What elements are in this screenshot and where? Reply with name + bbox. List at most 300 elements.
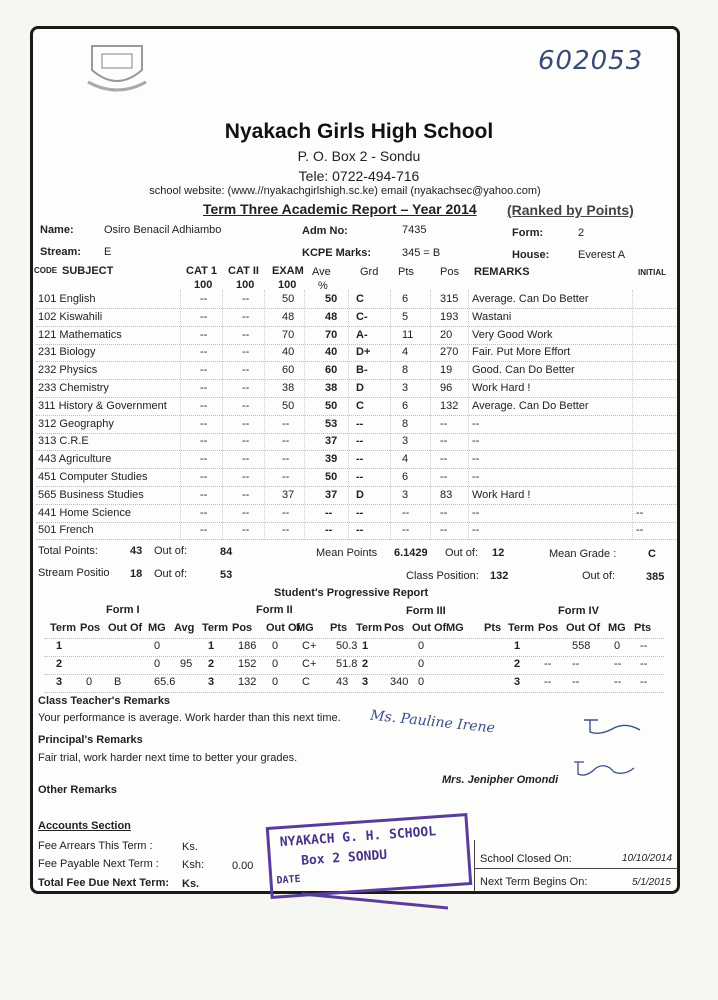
school-name: Nyakach Girls High School <box>224 120 494 143</box>
progress-cell: 2 <box>362 658 369 670</box>
progress-cell: 186 <box>238 640 257 652</box>
progress-cell: 0 <box>418 658 425 670</box>
cell-subject: 121 Mathematics <box>38 328 122 341</box>
progress-cell: 1 <box>56 640 63 652</box>
cell-ave: 39 <box>325 453 338 466</box>
cell-subject: 232 Physics <box>38 364 98 377</box>
row-divider <box>36 539 676 540</box>
school-phone: Tele: 0722-494-716 <box>298 168 420 184</box>
cell-ave: -- <box>325 524 333 537</box>
cell-exam: 50 <box>282 293 295 305</box>
col-cat1: CAT 1 <box>186 265 217 277</box>
progress-col-header: Pts <box>634 622 652 634</box>
column-divider <box>468 290 469 540</box>
cell-grd: -- <box>356 506 364 519</box>
progress-col-header: Pos <box>538 622 559 634</box>
row-divider <box>36 308 676 309</box>
cell-remarks: Very Good Work <box>472 328 553 341</box>
stream-value: E <box>104 246 112 258</box>
progress-cell: -- <box>544 658 552 670</box>
cell-grd: -- <box>356 417 364 430</box>
cell-subject: 231 Biology <box>38 346 96 359</box>
col-subject: SUBJECT <box>62 265 114 277</box>
row-divider <box>36 468 676 469</box>
column-divider <box>264 290 265 540</box>
cell-initial: -- <box>636 506 644 519</box>
progress-cell: -- <box>614 658 622 670</box>
progress-cell: 0 <box>272 676 279 688</box>
cell-pos: 270 <box>440 346 459 359</box>
progress-cell: 0 <box>154 640 161 652</box>
cell-remarks: Wastani <box>472 310 512 323</box>
closed-label: School Closed On: <box>480 853 572 865</box>
col-exam-max: 100 <box>278 279 297 291</box>
cell-subject: 311 History & Government <box>38 399 167 412</box>
student-name: Osiro Benacil Adhiambo <box>104 224 222 236</box>
progress-cell: 3 <box>362 676 369 688</box>
progress-row-divider <box>44 692 664 693</box>
column-divider <box>180 290 181 540</box>
cell-ave: -- <box>325 506 333 519</box>
cell-exam: 50 <box>282 399 295 412</box>
col-initial: INITIAL <box>638 268 666 277</box>
closed-date: 10/10/2014 <box>622 853 673 864</box>
cell-cat1: -- <box>200 453 208 466</box>
cell-remarks: -- <box>472 506 480 519</box>
col-ave: Ave <box>312 266 331 278</box>
row-divider <box>36 415 676 416</box>
form-label: Form: <box>512 227 544 239</box>
progress-col-header: Term <box>356 622 383 634</box>
col-cat1-max: 100 <box>194 279 213 291</box>
progress-col-header: Out Of <box>566 622 601 634</box>
col-pos: Pos <box>440 266 459 278</box>
arrears-currency: Ks. <box>182 841 198 853</box>
report-title: Term Three Academic Report – Year 2014 <box>203 201 477 217</box>
payable-label: Fee Payable Next Term : <box>38 858 159 870</box>
cell-exam: 60 <box>282 364 295 377</box>
cell-grd: C <box>356 293 364 305</box>
cell-ave: 37 <box>325 488 338 501</box>
teacher-initial-signature-icon <box>580 714 650 738</box>
cell-grd: C- <box>356 310 368 323</box>
progress-cell: -- <box>614 676 622 688</box>
form2-label: Form II <box>256 604 293 616</box>
adm-label: Adm No: <box>302 225 348 237</box>
cell-pos: 20 <box>440 328 453 341</box>
kcpe-value: 345 = B <box>402 247 441 259</box>
mean-points-label: Mean Points <box>316 547 378 559</box>
school-website: school website: (www.//nyakachgirlshigh.sc.ke) email (nyakachsec@yahoo.com) <box>149 185 541 197</box>
cell-cat1: -- <box>200 399 208 412</box>
cell-pts: -- <box>402 524 410 537</box>
cell-pos: 132 <box>440 399 459 412</box>
progress-cell: 3 <box>208 676 215 688</box>
col-ave-unit: % <box>318 280 328 292</box>
payable-value: 0.00 <box>232 860 254 872</box>
cell-subject: 501 French <box>38 524 94 537</box>
cell-cat2: -- <box>242 435 250 448</box>
cell-grd: -- <box>356 435 364 448</box>
cell-cat2: -- <box>242 310 250 323</box>
mean-points: 6.1429 <box>394 547 428 559</box>
cell-cat2: -- <box>242 524 250 537</box>
cell-pos: -- <box>440 453 448 466</box>
house-value: Everest A <box>578 249 626 261</box>
progress-cell: 3 <box>514 676 521 688</box>
column-divider <box>390 290 391 540</box>
cell-subject: 565 Business Studies <box>38 488 144 501</box>
progress-cell: 51.8 <box>336 658 358 670</box>
column-divider <box>222 290 223 540</box>
principal-remarks: Fair trial, work harder next time to better your grades. <box>38 752 298 764</box>
progress-cell: C+ <box>302 640 317 652</box>
stream-pos-label: Stream Positio <box>38 567 110 579</box>
progress-row-divider <box>44 674 664 675</box>
cell-exam: -- <box>282 524 290 537</box>
cell-grd: D <box>356 382 364 394</box>
class-pos: 132 <box>490 570 509 582</box>
progress-cell: -- <box>544 676 552 688</box>
cell-cat1: -- <box>200 417 208 430</box>
progress-cell: 0 <box>418 676 425 688</box>
cell-grd: D+ <box>356 346 371 359</box>
cell-remarks: -- <box>472 471 480 483</box>
cell-grd: -- <box>356 471 364 483</box>
school-crest-icon <box>84 40 150 98</box>
class-out-of: 385 <box>646 571 665 583</box>
progress-cell: 50.3 <box>336 640 358 652</box>
progress-col-header: Term <box>50 622 77 634</box>
progress-title: Student's Progressive Report <box>274 587 429 599</box>
cell-exam: -- <box>282 471 290 483</box>
cell-pos: -- <box>440 471 448 483</box>
row-divider <box>36 344 676 345</box>
progress-cell: 340 <box>390 676 409 688</box>
progress-cell: 65.6 <box>154 676 176 688</box>
progress-cell: 2 <box>514 658 521 670</box>
progress-cell: 0 <box>272 640 279 652</box>
cell-subject: 312 Geography <box>38 417 114 430</box>
progress-cell: 1 <box>362 640 369 652</box>
progress-cell: 43 <box>336 676 349 688</box>
progress-cell: -- <box>572 658 580 670</box>
cell-cat2: -- <box>242 453 250 466</box>
cell-ave: 50 <box>325 293 338 305</box>
cell-pts: 6 <box>402 471 409 483</box>
cell-pos: -- <box>440 417 448 430</box>
cell-remarks: Work Hard ! <box>472 382 531 394</box>
progress-col-header: Pos <box>80 622 101 634</box>
cell-ave: 37 <box>325 435 338 448</box>
cell-cat1: -- <box>200 524 208 537</box>
cell-cat1: -- <box>200 435 208 448</box>
stamp-line2: Box 2 SONDU <box>300 847 388 869</box>
cell-subject: 233 Chemistry <box>38 382 109 394</box>
stream-out-label: Out of: <box>154 568 188 580</box>
kcpe-label: KCPE Marks: <box>302 247 372 259</box>
cell-subject: 313 C.R.E <box>38 435 89 448</box>
class-pos-label: Class Position: <box>406 570 479 582</box>
cell-remarks: -- <box>472 417 480 430</box>
progress-col-header: Out Of <box>412 622 447 634</box>
progress-cell: C+ <box>302 658 317 670</box>
cell-pos: 96 <box>440 382 453 394</box>
class-teacher-label: Class Teacher's Remarks <box>38 695 171 707</box>
progress-cell: 152 <box>238 658 257 670</box>
cell-cat1: -- <box>200 310 208 323</box>
cell-remarks: -- <box>472 453 480 466</box>
cell-exam: -- <box>282 453 290 466</box>
handwritten-ref-number: 602053 <box>538 46 644 76</box>
progress-cell: 95 <box>180 658 193 670</box>
col-grd: Grd <box>360 266 379 278</box>
cell-pos: -- <box>440 506 448 519</box>
accounts-divider <box>474 840 475 892</box>
progress-cell: 0 <box>418 640 425 652</box>
cell-remarks: -- <box>472 524 480 537</box>
cell-ave: 48 <box>325 310 338 323</box>
progress-col-header: Avg <box>174 622 195 634</box>
cell-cat1: -- <box>200 346 208 359</box>
progress-col-header: MG <box>446 622 464 634</box>
cell-initial: -- <box>636 524 644 537</box>
cell-cat2: -- <box>242 471 250 483</box>
progress-cell: 1 <box>208 640 215 652</box>
row-divider <box>36 504 676 505</box>
begins-date: 5/1/2015 <box>632 877 671 888</box>
total-out-of: 84 <box>220 546 233 558</box>
cell-cat1: -- <box>200 471 208 483</box>
cell-cat1: -- <box>200 328 208 341</box>
cell-exam: 70 <box>282 328 295 341</box>
cell-cat2: -- <box>242 364 250 377</box>
col-cat2-max: 100 <box>236 279 255 291</box>
progress-cell: 132 <box>238 676 257 688</box>
cell-cat1: -- <box>200 506 208 519</box>
principal-label: Principal's Remarks <box>38 734 143 746</box>
cell-exam: 37 <box>282 488 295 501</box>
cell-cat2: -- <box>242 328 250 341</box>
school-address: P. O. Box 2 - Sondu <box>297 148 421 164</box>
col-remarks: REMARKS <box>474 266 530 278</box>
cell-pos: 19 <box>440 364 453 377</box>
cell-grd: -- <box>356 524 364 537</box>
row-divider <box>36 361 676 362</box>
progress-col-header: Pos <box>384 622 405 634</box>
cell-ave: 60 <box>325 364 338 377</box>
stamp-line3: DATE <box>276 873 301 887</box>
total-due-label: Total Fee Due Next Term: <box>38 877 170 889</box>
cell-ave: 70 <box>325 328 338 341</box>
class-out-label: Out of: <box>582 570 616 582</box>
cell-pts: 3 <box>402 488 409 501</box>
cell-pts: 5 <box>402 310 409 323</box>
accounts-row-divider <box>474 868 678 869</box>
cell-grd: A- <box>356 328 368 341</box>
row-divider <box>36 397 676 398</box>
cell-remarks: Average. Can Do Better <box>472 293 589 305</box>
cell-cat2: -- <box>242 417 250 430</box>
progress-cell: 2 <box>208 658 215 670</box>
progress-cell: 3 <box>56 676 63 688</box>
row-divider <box>36 326 676 327</box>
cell-pos: 193 <box>440 310 459 323</box>
row-divider <box>36 450 676 451</box>
progress-col-header: Out Of <box>266 622 301 634</box>
cell-exam: 40 <box>282 346 295 359</box>
cell-exam: -- <box>282 435 290 448</box>
progress-row-divider <box>44 656 664 657</box>
progress-cell: 0 <box>86 676 93 688</box>
form-value: 2 <box>578 227 585 239</box>
cell-remarks: Fair. Put More Effort <box>472 346 571 359</box>
cell-pts: 6 <box>402 399 409 412</box>
progress-cell: 0 <box>154 658 161 670</box>
cell-cat1: -- <box>200 488 208 501</box>
cell-remarks: -- <box>472 435 480 448</box>
row-divider <box>36 379 676 380</box>
progress-col-header: Term <box>202 622 229 634</box>
cell-pts: 8 <box>402 364 409 377</box>
row-divider <box>36 486 676 487</box>
arrears-label: Fee Arrears This Term : <box>38 840 153 852</box>
column-divider <box>348 290 349 540</box>
cell-grd: D <box>356 488 364 501</box>
progress-col-header: MG <box>296 622 314 634</box>
cell-exam: 38 <box>282 382 295 394</box>
progress-col-header: Pos <box>232 622 253 634</box>
cell-subject: 102 Kiswahili <box>38 310 103 323</box>
row-divider <box>36 522 676 523</box>
stream-out-of: 53 <box>220 569 233 581</box>
payable-currency: Ksh: <box>182 859 205 871</box>
cell-cat1: -- <box>200 382 208 394</box>
column-divider <box>632 290 633 540</box>
cell-pts: 6 <box>402 293 409 305</box>
principal-signature-icon <box>570 758 640 780</box>
cell-ave: 50 <box>325 471 338 483</box>
cell-pos: -- <box>440 435 448 448</box>
cell-cat2: -- <box>242 399 250 412</box>
cell-cat2: -- <box>242 346 250 359</box>
cell-exam: 48 <box>282 310 295 323</box>
progress-cell: -- <box>640 676 648 688</box>
cell-subject: 441 Home Science <box>38 506 131 519</box>
mean-out-of-label: Out of: <box>445 547 479 559</box>
cell-ave: 38 <box>325 382 338 394</box>
progress-cell: -- <box>640 640 648 652</box>
total-out-of-label: Out of: <box>154 545 188 557</box>
cell-cat2: -- <box>242 293 250 305</box>
cell-exam: -- <box>282 506 290 519</box>
accounts-title: Accounts Section <box>38 820 131 832</box>
cell-remarks: Average. Can Do Better <box>472 399 589 412</box>
adm-number: 7435 <box>402 224 427 236</box>
name-label: Name: <box>40 224 74 236</box>
cell-grd: C <box>356 399 364 412</box>
cell-cat1: -- <box>200 293 208 305</box>
mean-grade-label: Mean Grade : <box>549 548 617 560</box>
cell-subject: 451 Computer Studies <box>38 471 148 483</box>
cell-subject: 101 English <box>38 293 96 305</box>
total-points-label: Total Points: <box>38 545 98 557</box>
cell-pos: 315 <box>440 293 459 305</box>
cell-pos: -- <box>440 524 448 537</box>
progress-col-header: Pts <box>330 622 348 634</box>
progress-cell: 1 <box>514 640 521 652</box>
col-code: CODE <box>34 266 58 275</box>
cell-pts: 8 <box>402 417 409 430</box>
cell-grd: -- <box>356 453 364 466</box>
progress-col-header: Out Of <box>108 622 143 634</box>
progress-cell: -- <box>572 676 580 688</box>
progress-cell: B <box>114 676 122 688</box>
cell-cat2: -- <box>242 488 250 501</box>
column-divider <box>304 290 305 540</box>
total-due-currency: Ks. <box>182 878 200 890</box>
cell-exam: -- <box>282 417 290 430</box>
teacher-signature: Ms. Pauline Irene <box>369 707 496 737</box>
form1-label: Form I <box>106 604 140 616</box>
progress-cell: 2 <box>56 658 63 670</box>
cell-ave: 53 <box>325 417 338 430</box>
cell-pts: 3 <box>402 435 409 448</box>
cell-grd: B- <box>356 364 368 377</box>
cell-pos: 83 <box>440 488 453 501</box>
cell-cat2: -- <box>242 382 250 394</box>
progress-cell: 0 <box>614 640 621 652</box>
stamp-line1: NYAKACH G. H. SCHOOL <box>279 824 437 851</box>
form3-label: Form III <box>406 605 446 617</box>
begins-label: Next Term Begins On: <box>480 876 588 888</box>
col-exam: EXAM <box>272 265 304 277</box>
progress-cell: C <box>302 676 310 688</box>
other-remarks-label: Other Remarks <box>38 784 117 796</box>
ranking-note: (Ranked by Points) <box>507 202 634 218</box>
cell-pts: 4 <box>402 346 409 359</box>
progress-col-header: MG <box>148 622 166 634</box>
cell-remarks: Good. Can Do Better <box>472 364 575 377</box>
cell-cat1: -- <box>200 364 208 377</box>
cell-pts: 4 <box>402 453 409 466</box>
principal-name: Mrs. Jenipher Omondi <box>442 774 559 786</box>
stream-label: Stream: <box>40 246 81 258</box>
house-label: House: <box>512 249 550 261</box>
column-divider <box>430 290 431 540</box>
school-stamp <box>266 813 473 899</box>
stamp-underline-mark <box>300 890 450 912</box>
mean-out-of: 12 <box>492 547 505 559</box>
class-teacher-remarks: Your performance is average. Work harder than this next time. <box>38 712 341 724</box>
progress-col-header: Pts <box>484 622 502 634</box>
cell-cat2: -- <box>242 506 250 519</box>
col-cat2: CAT II <box>228 265 259 277</box>
cell-pts: 11 <box>402 328 414 341</box>
cell-ave: 40 <box>325 346 338 359</box>
total-points: 43 <box>130 545 143 557</box>
cell-ave: 50 <box>325 399 338 412</box>
progress-cell: -- <box>640 658 648 670</box>
cell-remarks: Work Hard ! <box>472 488 531 501</box>
stream-pos: 18 <box>130 568 143 580</box>
progress-col-header: MG <box>608 622 626 634</box>
progress-col-header: Term <box>508 622 535 634</box>
row-divider <box>36 433 676 434</box>
cell-pts: 3 <box>402 382 409 394</box>
progress-row-divider <box>44 638 664 639</box>
form4-label: Form IV <box>558 605 599 617</box>
